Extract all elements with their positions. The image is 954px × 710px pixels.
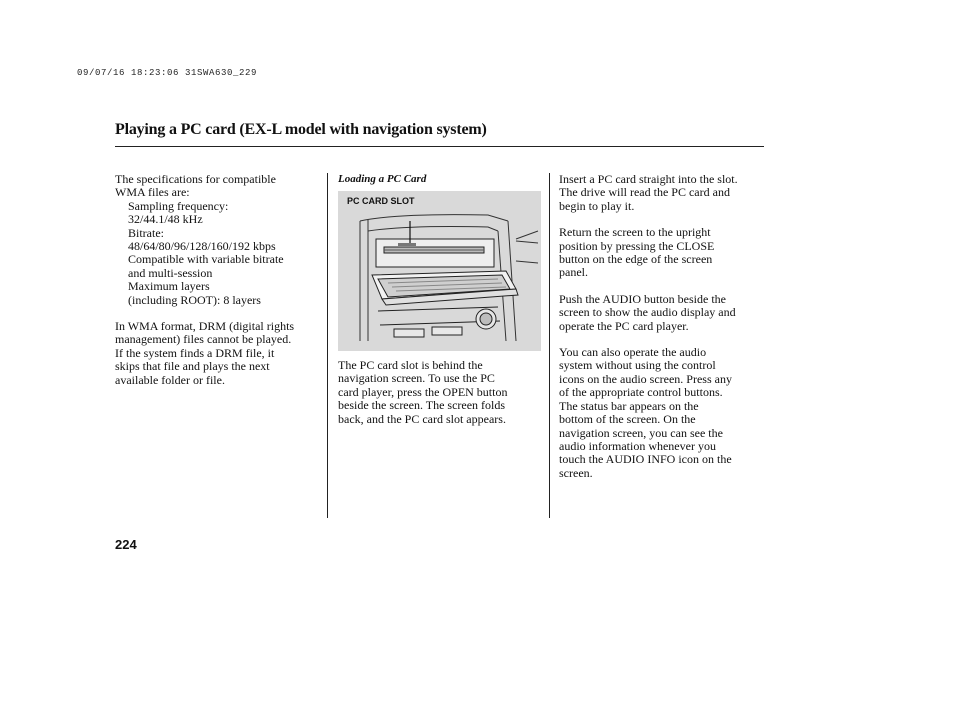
spec-list bbox=[115, 200, 294, 307]
drm-note-line: management) files cannot be played. bbox=[115, 332, 292, 347]
control-buttons-line: system without using the control bbox=[559, 358, 716, 373]
spec-item: Bitrate: bbox=[128, 225, 164, 240]
control-buttons-line: navigation screen, you can see the bbox=[559, 425, 723, 440]
spec-item: (including ROOT): 8 layers bbox=[128, 292, 261, 307]
control-buttons-line: The status bar appears on the bbox=[559, 398, 699, 413]
spec-intro-line: WMA files are: bbox=[115, 185, 190, 200]
control-buttons-line: touch the AUDIO INFO icon on the bbox=[559, 452, 732, 467]
spec-item: 32/44.1/48 kHz bbox=[128, 212, 203, 227]
page-number: 224 bbox=[115, 537, 137, 552]
drm-note-line: In WMA format, DRM (digital rights bbox=[115, 319, 295, 334]
spec-item: Sampling frequency: bbox=[128, 198, 229, 213]
pc-card-slot-figure bbox=[338, 191, 541, 351]
audio-button-line: screen to show the audio display and bbox=[559, 305, 736, 320]
column-2-text bbox=[338, 359, 507, 426]
control-buttons-line: audio information whenever you bbox=[559, 438, 716, 453]
spec-intro-line: The specifications for compatible bbox=[115, 172, 276, 186]
control-buttons-line: bottom of the screen. On the bbox=[559, 412, 696, 427]
spec-item: and multi-session bbox=[128, 265, 213, 280]
column-divider-1 bbox=[327, 173, 328, 518]
figure-label: PC CARD SLOT bbox=[347, 196, 415, 206]
control-buttons-line: You can also operate the audio bbox=[559, 345, 707, 360]
slot-description-line: beside the screen. The screen folds bbox=[338, 398, 506, 413]
insert-card-line: Insert a PC card straight into the slot. bbox=[559, 172, 738, 186]
insert-card-line: begin to play it. bbox=[559, 198, 635, 213]
slot-description-line: card player, press the OPEN button bbox=[338, 384, 508, 399]
insert-card-line: The drive will read the PC card and bbox=[559, 185, 730, 200]
control-buttons-line: of the appropriate control buttons. bbox=[559, 385, 723, 400]
column-3 bbox=[559, 173, 738, 480]
return-screen-line: Return the screen to the upright bbox=[559, 225, 711, 240]
slot-description-line: back, and the PC card slot appears. bbox=[338, 411, 506, 426]
spec-item: 48/64/80/96/128/160/192 kbps bbox=[128, 239, 276, 254]
return-screen-line: panel. bbox=[559, 265, 588, 280]
spec-item: Compatible with variable bitrate bbox=[128, 252, 284, 267]
audio-button-line: operate the PC card player. bbox=[559, 318, 689, 333]
control-buttons-line: icons on the audio screen. Press any bbox=[559, 371, 732, 386]
audio-button-line: Push the AUDIO button beside the bbox=[559, 291, 726, 306]
slot-description-line: The PC card slot is behind the bbox=[338, 358, 483, 372]
drm-note-line: skips that file and plays the next bbox=[115, 359, 270, 374]
print-stamp: 09/07/16 18:23:06 31SWA630_229 bbox=[77, 68, 258, 78]
slot-description-line: navigation screen. To use the PC bbox=[338, 371, 495, 386]
page-title: Playing a PC card (EX-L model with navigation system) bbox=[115, 121, 487, 138]
figure-title: Loading a PC Card bbox=[338, 173, 427, 185]
return-screen-line: position by pressing the CLOSE bbox=[559, 238, 715, 253]
column-1 bbox=[115, 173, 294, 387]
drm-note-line: If the system finds a DRM file, it bbox=[115, 345, 275, 360]
title-rule bbox=[115, 146, 764, 147]
pc-card-slot-illustration bbox=[338, 191, 541, 351]
control-buttons-line: screen. bbox=[559, 465, 593, 480]
column-divider-2 bbox=[549, 173, 550, 518]
return-screen-line: button on the edge of the screen bbox=[559, 252, 713, 267]
spec-item: Maximum layers bbox=[128, 279, 210, 294]
drm-note-line: available folder or file. bbox=[115, 372, 225, 387]
